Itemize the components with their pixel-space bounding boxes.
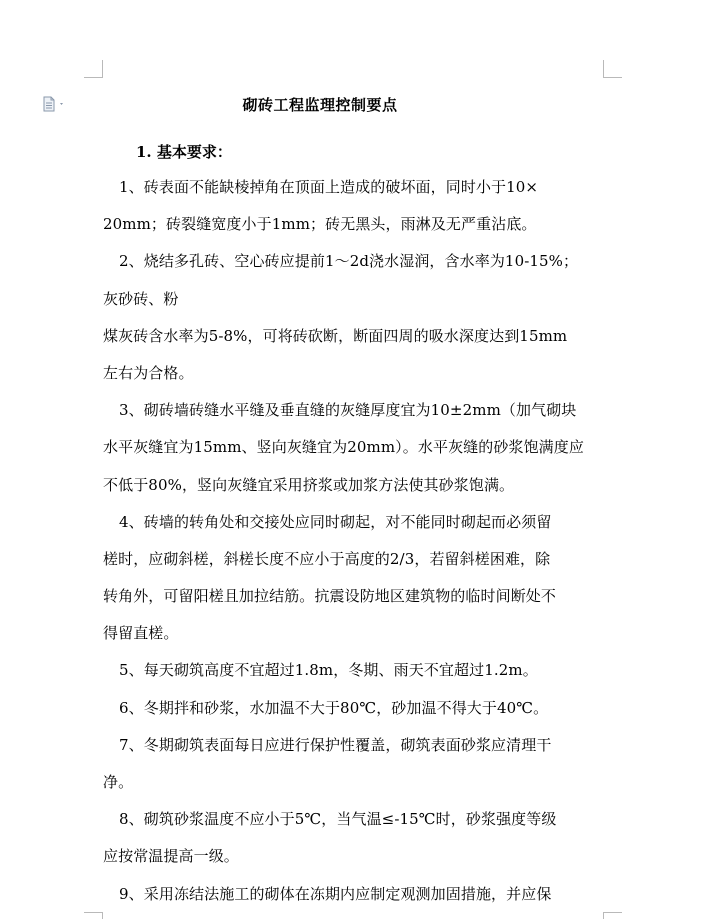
body-line: 水平灰缝宜为15mm、竖向灰缝宜为20mm）。水平灰缝的砂浆饱满度应 (103, 438, 584, 457)
crop-mark-top-right-h (603, 77, 622, 78)
crop-mark-top-left-v (102, 60, 103, 78)
body-line: 转角外，可留阳槎且加拉结筋。抗震设防地区建筑物的临时间断处不 (103, 587, 557, 606)
body-line: 净。 (103, 773, 134, 791)
body-line: 3、砌砖墙砖缝水平缝及垂直缝的灰缝厚度宜为10±2mm（加气砌块 (119, 401, 577, 420)
body-line: 6、冬期拌和砂浆，水加温不大于80℃，砂加温不得大于40℃。 (119, 698, 549, 717)
body-line: 灰砂砖、粉 (103, 289, 179, 308)
crop-mark-bottom-left-h (84, 912, 103, 913)
body-line: 9、采用冻结法施工的砌体在冻期内应制定观测加固措施，并应保 (119, 884, 552, 903)
body-line: 左右为合格。 (103, 363, 194, 382)
body-line: 槎时，应砌斜槎，斜槎长度不应小于高度的2/3，若留斜槎困难，除 (103, 549, 551, 568)
body-line: 5、每天砌筑高度不宜超过1.8m，冬期、雨天不宜超过1.2m。 (119, 661, 538, 680)
body-line: 20mm；砖裂缝宽度小于1mm；砖无黑头，雨淋及无严重沾底。 (103, 215, 537, 234)
section-heading: 1. 基本要求： (136, 143, 232, 161)
crop-mark-top-right-v (603, 60, 604, 78)
crop-mark-top-left-h (84, 77, 103, 78)
body-line: 煤灰砖含水率为5-8%，可将砖砍断，断面四周的吸水深度达到15mm (103, 326, 568, 345)
body-line: 8、砌筑砂浆温度不应小于5℃，当气温≤-15℃时，砂浆强度等级 (119, 810, 557, 829)
body-line: 应按常温提高一级。 (103, 847, 239, 866)
body-line: 2、烧结多孔砖、空心砖应提前1～2d浇水湿润，含水率为10-15%； (119, 252, 579, 271)
body-line: 7、冬期砌筑表面每日应进行保护性覆盖，砌筑表面砂浆应清理干 (119, 735, 552, 754)
body-line: 不低于80%，竖向灰缝宜采用挤浆或加浆方法使其砂浆饱满。 (103, 475, 515, 494)
document-title: 砌砖工程监理控制要点 (242, 96, 398, 114)
crop-mark-bottom-right-v (603, 912, 604, 919)
body-line: 4、砖墙的转角处和交接处应同时砌起，对不能同时砌起而必须留 (119, 512, 552, 531)
document-body (103, 172, 603, 916)
body-line: 1、砖表面不能缺棱掉角在顶面上造成的破坏面，同时小于10× (119, 178, 539, 196)
crop-mark-bottom-right-h (603, 912, 622, 913)
body-line: 得留直槎。 (103, 624, 179, 643)
